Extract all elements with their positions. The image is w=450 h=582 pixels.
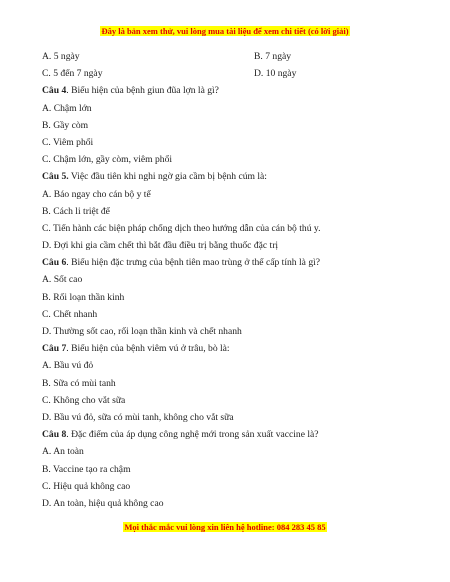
option-b: B. 7 ngày [254, 51, 292, 62]
question-label: Câu 7 [42, 343, 67, 355]
answer-option: A. Chậm lớn [42, 102, 92, 114]
answer-option: C. Hiệu quả không cao [42, 480, 131, 492]
answer-option: D. Bầu vú đỏ, sữa có mùi tanh, không cho vắt sữa [42, 411, 234, 423]
question-separator: . [66, 343, 69, 355]
document-body [42, 48, 422, 512]
options-row [42, 48, 422, 65]
question-7 [42, 340, 422, 357]
answer-option: B. Cách li triệt để [42, 205, 110, 217]
answer-option: C. Chậm lớn, gầy còm, viêm phổi [42, 154, 173, 166]
question-label: Câu 5 [42, 171, 67, 183]
answer-option: C. Chết nhanh [42, 308, 98, 320]
answer-option: D. Thường sốt cao, rối loạn thần kinh và chết nhanh [42, 326, 242, 337]
question-separator: . [66, 257, 69, 269]
answer-option: C. Tiến hành các biện pháp chống dịch theo hướng dẫn của cán bộ thú y. [42, 222, 321, 234]
option-d: D. 10 ngày [254, 68, 297, 80]
question-label: Câu 6 [42, 257, 67, 269]
answer-option: C. Không cho vắt sữa [42, 394, 126, 406]
question-label: Câu 4 [42, 85, 67, 97]
question-text: Việc đầu tiên khi nghi ngờ gia cầm bị bệnh cúm là: [68, 171, 267, 183]
answer-option: A. Sốt cao [42, 274, 83, 286]
question-8 [42, 426, 422, 443]
option-c: C. 5 đến 7 ngày [42, 68, 103, 80]
question-label: Câu 8 [42, 429, 67, 441]
options-row [42, 65, 422, 82]
answer-option: A. Bầu vú đỏ [42, 360, 94, 372]
answer-option: B. Rối loạn thần kinh [42, 291, 125, 303]
question-text: Đặc điểm của áp dụng công nghệ mới trong sản xuất vaccine là? [68, 429, 319, 441]
answer-option: B. Sữa có mùi tanh [42, 377, 116, 389]
hotline-text: Mọi thắc mắc vui lòng xin liên hệ hotline: 084 283 45 85 [124, 522, 326, 532]
question-separator: . [66, 429, 69, 441]
question-5 [42, 168, 422, 185]
answer-option: D. Đợi khi gia cầm chết thì bắt đầu điều trị bằng thuốc đặc trị [42, 240, 279, 252]
question-text: Biểu hiện đặc trưng của bệnh tiên mao trùng ở thể cấp tính là gì? [68, 257, 321, 269]
answer-option: A. Báo ngay cho cán bộ y tế [42, 188, 151, 200]
answer-option: B. Vaccine tạo ra chậm [42, 463, 131, 475]
question-4 [42, 82, 422, 99]
option-a: A. 5 ngày [42, 51, 80, 62]
answer-option: C. Viêm phổi [42, 136, 94, 148]
question-text: Biểu hiện của bệnh viêm vú ở trâu, bò là: [68, 343, 230, 355]
question-text: Biểu hiện của bệnh giun đũa lợn là gì? [68, 85, 219, 97]
question-separator: . [66, 85, 69, 97]
hotline-banner [0, 522, 450, 532]
preview-notice-text: Đây là bản xem thử, vui lòng mua tài liệu để xem chi tiết (có lời giải) [101, 26, 349, 36]
answer-option: A. An toàn [42, 446, 84, 458]
answer-option: D. An toàn, hiệu quả không cao [42, 497, 164, 509]
preview-notice-banner [0, 26, 450, 36]
question-separator: . [66, 171, 69, 183]
answer-option: B. Gầy còm [42, 119, 89, 131]
question-6 [42, 254, 422, 271]
